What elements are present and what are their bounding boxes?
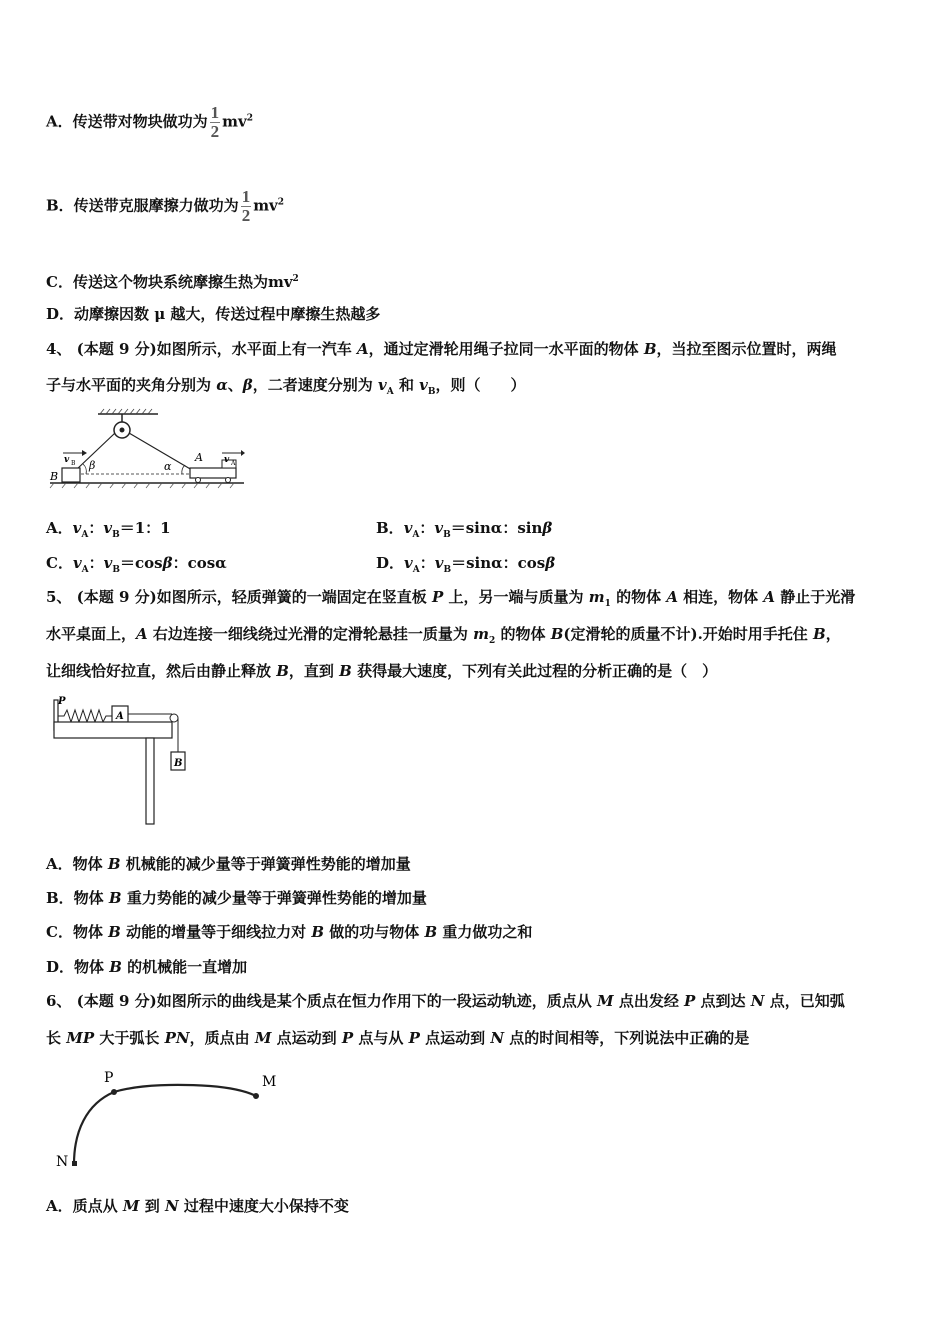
sub-B: B (112, 565, 120, 575)
q6-text: 点的时间相等，下列说法中正确的是 (504, 1029, 750, 1047)
q5-opt-text: 做的功与物体 (324, 923, 425, 941)
sub-B: B (443, 565, 452, 575)
q6-text: 大于弧长 (94, 1029, 165, 1047)
var-v: v (103, 554, 113, 572)
car-a (190, 468, 236, 478)
q3-option-b (46, 188, 284, 225)
q5-stem-line1 (46, 586, 855, 615)
q5-text: 上，另一端与质量为 (443, 588, 589, 606)
q5-text: 静止于光滑 (775, 588, 856, 606)
var-M: M (596, 992, 614, 1010)
var-v: v (434, 519, 444, 537)
q4-option-b (376, 517, 552, 546)
q5-number: 5、 (46, 588, 72, 606)
q5-text: 的物体 (495, 625, 551, 643)
trajectory-curve (74, 1085, 256, 1164)
q3-option-c-text: C．传送这个物块系统摩擦生热为 (46, 273, 268, 291)
sub-B: B (427, 387, 436, 397)
q4-text: 子与水平面的夹角分别为 (46, 376, 217, 394)
sub-B: B (443, 530, 451, 540)
var-P: P (341, 1029, 354, 1047)
q4-option-a (46, 517, 171, 546)
var-alpha: α (216, 376, 228, 394)
q5-text: (定滑轮的质量不计).开始时用手托住 (563, 625, 814, 643)
label-a: A (195, 451, 203, 464)
q6-text: 如图所示的曲线是某个质点在恒力作用下的一段运动轨迹，质点从 (156, 992, 597, 1010)
var-v: v (419, 376, 428, 394)
q5-opt-text: 重力势能的减少量等于弹簧弹性势能的增加量 (121, 889, 427, 907)
label-p: P (104, 1070, 114, 1086)
label-beta: β (89, 459, 96, 472)
q6-text: 点运动到 (419, 1029, 491, 1047)
q5-opt-text: A．物体 (46, 855, 108, 873)
mv-term: mv (222, 112, 247, 131)
q4-opt-label: D． (376, 554, 405, 572)
var-B: B (424, 923, 438, 941)
q4-text: 和 (398, 376, 420, 394)
q5-text: ， (825, 625, 841, 643)
var-P: P (684, 992, 696, 1010)
fraction-half (210, 104, 221, 141)
var-B: B (643, 340, 657, 358)
sub-1: 1 (604, 599, 611, 609)
var-N: N (164, 1197, 179, 1215)
var-v: v (403, 519, 413, 537)
label-n: N (56, 1154, 69, 1170)
q6-text: 点运动到 (271, 1029, 342, 1047)
var-N: N (750, 992, 765, 1010)
q5-option-c (46, 921, 532, 943)
label-vb-sub: B (71, 460, 76, 467)
var-m: m (588, 588, 605, 606)
var-A: A (763, 588, 776, 606)
q5-text: ，直到 (288, 662, 340, 680)
q5-text: 右边连接一细线绕过光滑的定滑轮悬挂一质量为 (147, 625, 474, 643)
var-PN: PN (164, 1029, 190, 1047)
sub-A: A (386, 387, 394, 397)
q6-score: (本题 9 分) (76, 992, 157, 1010)
q5-spring-figure (50, 694, 200, 828)
q5-text: 相连，物体 (677, 588, 764, 606)
q5-stem-line3 (46, 660, 717, 682)
var-M: M (254, 1029, 272, 1047)
var-M: M (122, 1197, 140, 1215)
var-beta: β (545, 554, 556, 572)
label-a: A (116, 711, 124, 722)
q6-text: 点与从 (353, 1029, 409, 1047)
var-B: B (108, 889, 122, 907)
q3-option-d (46, 303, 380, 325)
fraction-denominator: 2 (241, 206, 251, 225)
q4-opt-text: ＝sinα：sin (450, 519, 543, 537)
q5-stem-line2 (46, 623, 841, 652)
label-vb: v (64, 455, 70, 465)
q3-option-b-text: B．传送带克服摩擦力做功为 (46, 196, 239, 215)
var-beta: β (242, 376, 253, 394)
q4-score: (本题 9 分) (76, 340, 157, 358)
var-B: B (276, 662, 289, 680)
var-B: B (813, 625, 826, 643)
var-B: B (107, 855, 121, 873)
sub-A: A (81, 530, 89, 540)
q5-opt-text: 机械能的减少量等于弹簧弹性势能的增加量 (120, 855, 411, 873)
q4-opt-label: A． (46, 519, 73, 537)
q6-number: 6、 (46, 992, 72, 1010)
square-exponent: 2 (277, 197, 285, 208)
q3-option-a (46, 104, 253, 141)
var-v: v (103, 519, 113, 537)
sub-A: A (81, 565, 89, 575)
q5-option-d (46, 956, 247, 978)
square-exponent: 2 (292, 274, 299, 284)
fraction-numerator: 1 (241, 187, 251, 206)
var-v: v (404, 554, 413, 572)
var-P: P (408, 1029, 420, 1047)
q5-opt-text: C．物体 (46, 923, 109, 941)
q5-opt-text: 动能的增量等于细线拉力对 (120, 923, 312, 941)
var-beta: β (542, 519, 553, 537)
var-P: P (431, 588, 444, 606)
q5-text: 如图所示，轻质弹簧的一端固定在竖直板 (156, 588, 432, 606)
q5-text: 水平桌面上， (46, 625, 137, 643)
q4-opt-text: ＝cos (120, 554, 163, 572)
square-exponent: 2 (246, 113, 253, 124)
var-B: B (339, 662, 352, 680)
fraction-half (241, 188, 252, 225)
q6-text: 点，已知弧 (764, 992, 845, 1010)
var-v: v (72, 554, 82, 572)
q5-score: (本题 9 分) (76, 588, 157, 606)
q4-option-d (376, 552, 555, 581)
label-b: B (174, 758, 183, 769)
q6-stem-line1 (46, 990, 845, 1012)
var-B: B (109, 958, 122, 976)
colon: ： (419, 519, 435, 537)
var-m: m (473, 625, 489, 643)
q5-text: 获得最大速度，下列有关此过程的分析正确的是（ ） (351, 662, 718, 680)
sub-A: A (412, 530, 420, 540)
label-p: P (58, 696, 66, 707)
label-b: B (50, 470, 59, 483)
q4-option-c (46, 552, 227, 581)
q6-text: ，质点由 (189, 1029, 255, 1047)
q4-text: 如图所示，水平面上有一汽车 (156, 340, 357, 358)
q4-opt-text: ：cosα (172, 554, 227, 572)
q5-opt-text: D．物体 (46, 958, 110, 976)
var-B: B (550, 625, 564, 643)
block-b (62, 468, 80, 482)
var-A: A (666, 588, 678, 606)
q6-text: 点到达 (695, 992, 751, 1010)
q4-text: ，则（ ） (435, 376, 526, 394)
q6-text: 长 (46, 1029, 67, 1047)
q4-opt-text: ＝1：1 (119, 519, 171, 537)
q6-opt-text: 过程中速度大小保持不变 (178, 1197, 349, 1215)
colon: ： (88, 519, 104, 537)
var-A: A (136, 625, 148, 643)
q6-stem-line2 (46, 1027, 749, 1049)
q4-text: ，当拉至图示位置时，两绳 (656, 340, 837, 358)
var-MP: MP (66, 1029, 95, 1047)
colon: ： (88, 554, 104, 572)
q4-number: 4、 (46, 340, 72, 358)
q3-option-d-text: D．动摩擦因数 μ 越大，传送过程中摩擦生热越多 (46, 305, 381, 323)
q4-text: ，二者速度分别为 (252, 376, 378, 394)
var-N: N (490, 1029, 505, 1047)
label-va-sub: A (231, 460, 236, 467)
fraction-numerator: 1 (210, 103, 220, 122)
q5-opt-text: 重力做功之和 (437, 923, 533, 941)
q3-option-a-text: A．传送带对物块做功为 (46, 112, 208, 131)
var-beta: β (162, 554, 173, 572)
q4-stem-line1 (46, 338, 837, 360)
q4-text: ，通过定滑轮用绳子拉同一水平面的物体 (368, 340, 644, 358)
mv-term: mv (267, 273, 293, 291)
sub-A: A (412, 565, 420, 575)
label-va: v (224, 455, 230, 465)
q3-option-c (46, 268, 299, 293)
q6-opt-text: A．质点从 (46, 1197, 123, 1215)
var-B: B (311, 923, 324, 941)
var-B: B (108, 923, 121, 941)
q6-option-a (46, 1195, 349, 1217)
q5-option-a (46, 853, 411, 875)
q4-opt-label: B． (376, 519, 404, 537)
colon: ： (419, 554, 435, 572)
q6-text: 点出发经 (613, 992, 685, 1010)
q4-pulley-figure (46, 408, 246, 493)
q5-option-b (46, 887, 427, 909)
q4-stem-line2: 子与水平面的夹角分别为 α、β，二者速度分别为 $v_A$ 和 $v_B$，则（ ） (46, 376, 526, 397)
q5-opt-text: 的机械能一直增加 (121, 958, 248, 976)
label-m: M (262, 1074, 277, 1090)
q4-opt-label: C． (46, 554, 73, 572)
sub-B: B (112, 530, 120, 540)
sub-2: 2 (488, 636, 496, 646)
mv-term: mv (253, 196, 278, 215)
var-v: v (434, 554, 444, 572)
label-alpha: α (164, 460, 172, 473)
var-A: A (356, 340, 369, 358)
q6-opt-text: 到 (139, 1197, 165, 1215)
q6-trajectory-figure (50, 1062, 290, 1174)
fraction-denominator: 2 (210, 122, 220, 141)
q5-text: 让细线恰好拉直，然后由静止释放 (46, 662, 277, 680)
q5-text: 的物体 (610, 588, 667, 606)
q5-opt-text: B．物体 (46, 889, 109, 907)
var-v: v (378, 376, 387, 394)
q4-opt-text: ＝sinα：cos (451, 554, 546, 572)
var-v: v (72, 519, 82, 537)
